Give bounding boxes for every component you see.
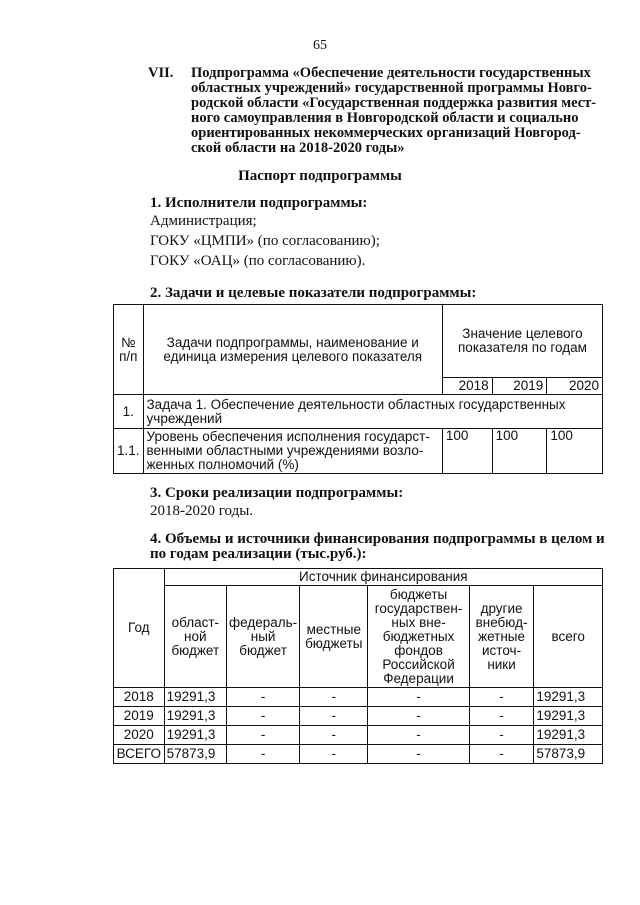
cell-regional: 19291,3 (164, 688, 226, 707)
heading-line: Подпрограмма «Обеспечение деятельности государственных (191, 65, 591, 81)
cell-other: - (469, 745, 534, 764)
section2-title: 2. Задачи и целевые показатели подпрограммы: (150, 285, 477, 301)
task-1-text: Задача 1. Обеспечение деятельности областных государственных учреждений (143, 395, 602, 429)
year-header: 2018 (442, 378, 492, 395)
cell-year: 2019 (114, 707, 165, 726)
cell-federal: - (227, 745, 300, 764)
cell-local: - (300, 707, 368, 726)
indicator-value: 100 (547, 429, 603, 474)
section4-title: 4. Объемы и источники финансирования подпрограммы в целом и по годам реализации (тыс.руб.): (150, 531, 605, 562)
section3-text: 2018-2020 годы. (150, 503, 254, 519)
tasks-table (113, 304, 603, 474)
indicator-value: 100 (492, 429, 547, 474)
cell-local: - (300, 745, 368, 764)
executor-item: ГОКУ «ОАЦ» (по согласованию). (150, 253, 366, 269)
header-target-value: Значение целевого показателя по годам (442, 305, 602, 378)
heading-line: ного самоуправления в Новгородской области и социально (191, 110, 579, 126)
passport-title: Паспорт подпрограммы (238, 168, 402, 184)
cell-offbudget: - (368, 707, 469, 726)
page-number: 65 (313, 38, 327, 53)
cell-total: 19291,3 (534, 707, 603, 726)
cell-regional: 57873,9 (164, 745, 226, 764)
header-local-budgets: местные бюджеты (300, 586, 368, 688)
indicator-text: Уровень обеспечения исполнения государст- венными областными учреждениями возло- женных полномочий (%) (143, 429, 442, 474)
year-header: 2020 (547, 378, 603, 395)
cell-year: 2018 (114, 688, 165, 707)
header-task: Задачи подпрограммы, наименование и единица измерения целевого показателя (143, 305, 442, 395)
cell-other: - (469, 688, 534, 707)
cell-local: - (300, 688, 368, 707)
cell-offbudget: - (368, 745, 469, 764)
cell-other: - (469, 707, 534, 726)
cell-offbudget: - (368, 688, 469, 707)
header-num: № п/п (114, 305, 144, 395)
header-year: Год (114, 569, 165, 688)
heading-line: ориентированных некоммерческих организаций Новгород- (191, 125, 581, 141)
heading-line: ской области на 2018-2020 годы» (191, 140, 405, 156)
header-regional-budget: област- ной бюджет (164, 586, 226, 688)
header-federal-budget: федераль- ный бюджет (227, 586, 300, 688)
cell-year: 2020 (114, 726, 165, 745)
executor-item: Администрация; (150, 213, 257, 229)
table-row (114, 707, 603, 726)
row-num: 1. (114, 395, 144, 429)
cell-regional: 19291,3 (164, 707, 226, 726)
header-source: Источник финансирования (164, 569, 602, 586)
table-row (114, 726, 603, 745)
cell-federal: - (227, 726, 300, 745)
cell-total: 19291,3 (534, 726, 603, 745)
section3-title: 3. Сроки реализации подпрограммы: (150, 485, 404, 501)
cell-other: - (469, 726, 534, 745)
executor-item: ГОКУ «ЦМПИ» (по согласованию); (150, 233, 380, 249)
cell-total: 19291,3 (534, 688, 603, 707)
cell-federal: - (227, 688, 300, 707)
section1-title: 1. Исполнители подпрограммы: (150, 195, 368, 211)
cell-local: - (300, 726, 368, 745)
heading-line: родской области «Государственная поддержка развития мест- (191, 95, 597, 111)
cell-regional: 19291,3 (164, 726, 226, 745)
cell-year: ВСЕГО (114, 745, 165, 764)
table-row (114, 688, 603, 707)
year-header: 2019 (492, 378, 547, 395)
heading-line: областных учреждений» государственной программы Новго- (191, 80, 592, 96)
cell-offbudget: - (368, 726, 469, 745)
table-row-total (114, 745, 603, 764)
header-other-sources: другие внебюд- жетные источ- ники (469, 586, 534, 688)
cell-total: 57873,9 (534, 745, 603, 764)
header-offbudget-funds: бюджеты государствен- ных вне- бюджетных фондов Российской Федерации (368, 586, 469, 688)
indicator-value: 100 (442, 429, 492, 474)
heading-text (191, 66, 621, 156)
header-total: всего (534, 586, 603, 688)
heading-number: VII. (148, 65, 174, 81)
financing-table (113, 568, 603, 764)
cell-federal: - (227, 707, 300, 726)
row-num: 1.1. (114, 429, 144, 474)
